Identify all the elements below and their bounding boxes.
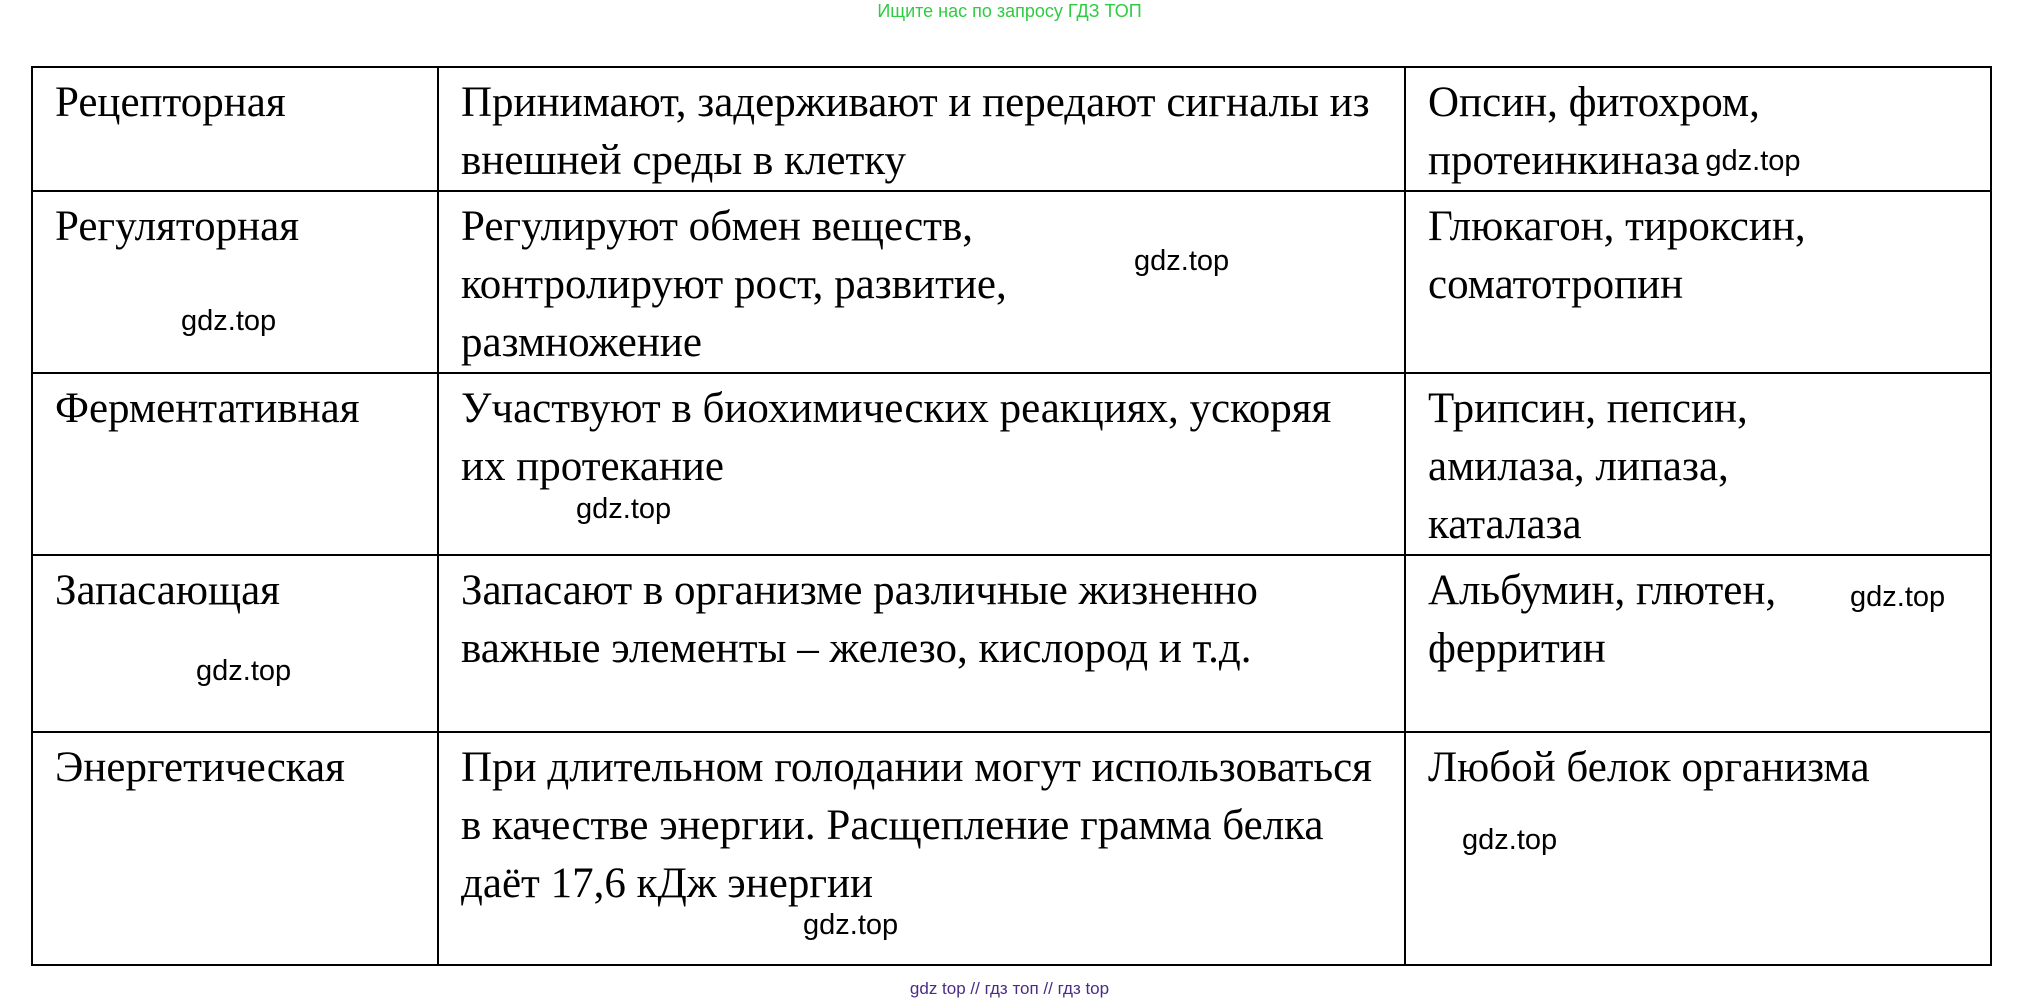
watermark: gdz.top — [576, 493, 672, 525]
description-cell — [438, 67, 1405, 191]
watermark: gdz.top — [1705, 145, 1801, 177]
protein-examples: Опсин, фитохром, протеинкиназа — [1428, 79, 1760, 184]
function-description: Участвуют в биохимических реакциях, ускоряя их протекание — [461, 385, 1332, 490]
protein-examples: Трипсин, пепсин, амилаза, липаза, каталаза — [1428, 385, 1748, 548]
function-cell — [32, 555, 438, 732]
examples-cell — [1405, 373, 1991, 555]
top-search-note: Ищите нас по запросу ГДЗ ТОП — [877, 1, 1142, 21]
function-cell — [32, 732, 438, 965]
watermark: gdz.top — [196, 655, 292, 687]
table-row — [32, 555, 1991, 732]
watermark: gdz.top — [1134, 245, 1230, 277]
protein-functions-table — [31, 66, 1992, 966]
watermark: gdz.top — [1462, 824, 1558, 856]
description-cell — [438, 555, 1405, 732]
examples-cell — [1405, 67, 1991, 191]
table-row — [32, 373, 1991, 555]
protein-examples: Глюкагон, тироксин, соматотропин — [1428, 203, 1806, 308]
examples-cell — [1405, 191, 1991, 373]
description-cell — [438, 732, 1405, 965]
function-cell — [32, 191, 438, 373]
function-description: При длительном голодании могут использоваться в качестве энергии. Расщепление грамма белка даёт 17,6 кДж энергии — [461, 744, 1372, 907]
function-name: Ферментативная — [55, 385, 360, 432]
description-cell — [438, 191, 1405, 373]
description-cell — [438, 373, 1405, 555]
function-cell — [32, 373, 438, 555]
function-description: Регулируют обмен веществ, контролируют рост, развитие, размножение — [461, 203, 1007, 366]
table-row — [32, 732, 1991, 965]
protein-examples: Любой белок организма — [1428, 744, 1870, 791]
examples-cell — [1405, 555, 1991, 732]
function-name: Регуляторная — [55, 203, 300, 250]
table-row — [32, 191, 1991, 373]
table-row — [32, 67, 1991, 191]
function-name: Энергетическая — [55, 744, 345, 791]
function-name: Запасающая — [55, 567, 280, 614]
function-description: Запасают в организме различные жизненно важные элементы – железо, кислород и т.д. — [461, 567, 1258, 672]
function-cell — [32, 67, 438, 191]
function-description: Принимают, задерживают и передают сигналы из внешней среды в клетку — [461, 79, 1370, 184]
function-name: Рецепторная — [55, 79, 286, 126]
watermark: gdz.top — [803, 909, 899, 941]
examples-cell — [1405, 732, 1991, 965]
protein-examples: Альбумин, глютен, ферритин — [1428, 567, 1777, 672]
footer-links: gdz top // гдз топ // гдз top — [909, 979, 1110, 998]
watermark: gdz.top — [181, 305, 277, 337]
watermark: gdz.top — [1850, 581, 1946, 613]
